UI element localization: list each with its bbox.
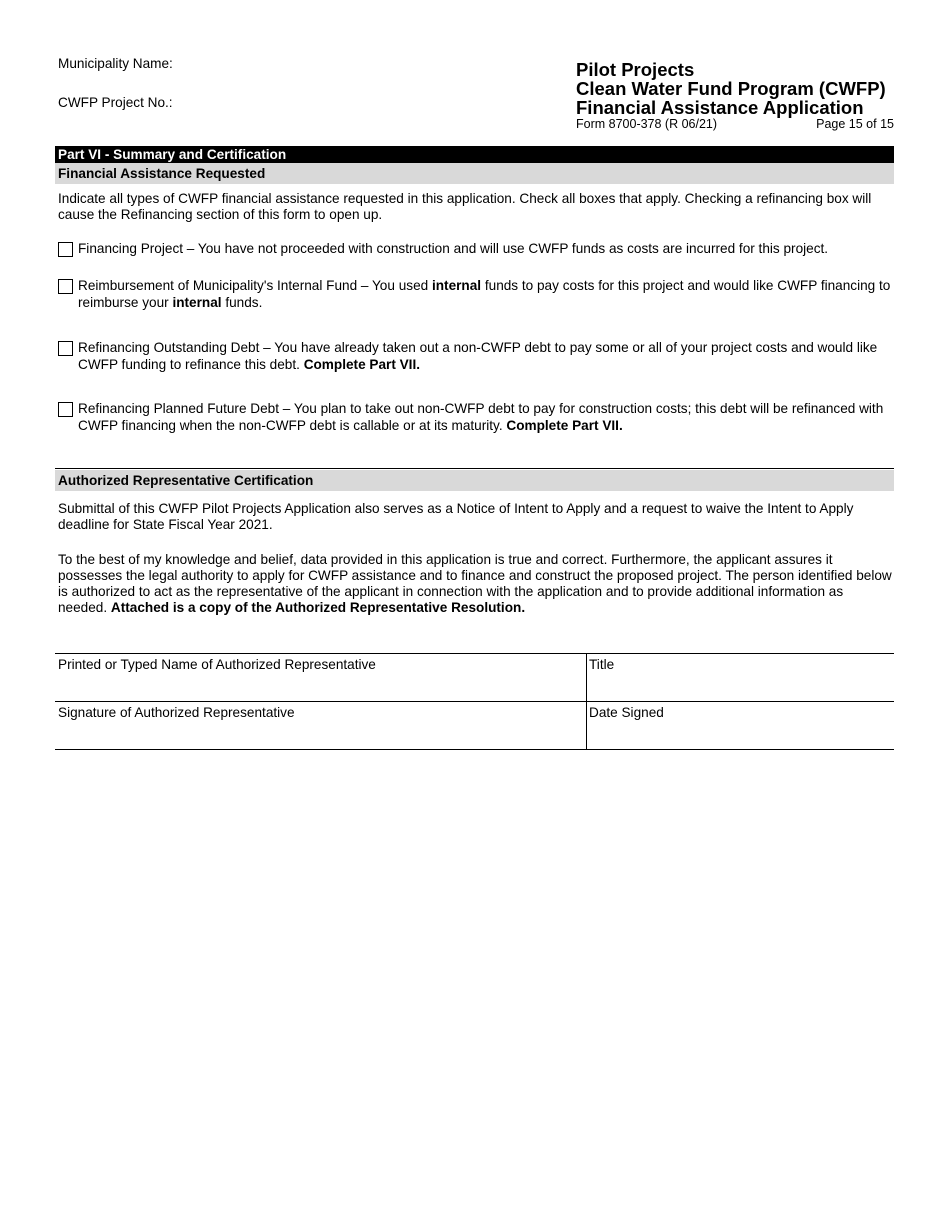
- option-text: Reimbursement of Municipality's Internal Fund – You used internal funds to pay costs for this project and would like CWFP financing to reimburse your internal funds.: [78, 278, 891, 310]
- municipality-name-label: Municipality Name:: [58, 56, 173, 71]
- section-divider: [55, 468, 894, 469]
- representative-name-field[interactable]: [55, 654, 587, 702]
- table-row: [55, 702, 894, 750]
- certification-paragraph-1: Submittal of this CWFP Pilot Projects Application also serves as a Notice of Intent to Apply and a request to waive the Intent to Apply deadline for State Fiscal Year 2021.: [58, 501, 854, 532]
- option-text: Refinancing Outstanding Debt – You have already taken out a non-CWFP debt to pay some or all of your project costs and would like CWFP funding to refinance this debt. Complete Part VII.: [78, 340, 878, 372]
- financial-assistance-instructions: Indicate all types of CWFP financial assistance requested in this application. Check all boxes that apply. Checking a refinancing box will cause the Refinancing section of this form to open up.: [58, 191, 872, 222]
- reimbursement-checkbox[interactable]: [58, 279, 73, 294]
- cwfp-project-no-label: CWFP Project No.:: [58, 95, 173, 110]
- financial-assistance-heading: Financial Assistance Requested: [55, 163, 894, 184]
- option-text: Financing Project – You have not proceeded with construction and will use CWFP funds as costs are incurred for this project.: [78, 241, 829, 256]
- option-text: Refinancing Planned Future Debt – You plan to take out non-CWFP debt to pay for construction costs; this debt will be refinanced with CWFP financing when the non-CWFP debt is callable or at its maturity. Complete Part VII.: [78, 401, 884, 433]
- title-program: Clean Water Fund Program (CWFP): [576, 78, 886, 99]
- form-number: Form 8700-378 (R 06/21): [576, 117, 718, 131]
- title-label: Title: [589, 657, 615, 672]
- page-number: Page 15 of 15: [816, 117, 894, 131]
- financing-project-checkbox[interactable]: [58, 242, 73, 257]
- table-row: [55, 654, 894, 702]
- signature-table: [55, 653, 894, 750]
- representative-name-label: Printed or Typed Name of Authorized Representative: [58, 657, 376, 672]
- certification-paragraph-2: To the best of my knowledge and belief, data provided in this application is true and correct. Furthermore, the applicant assures it possesses the legal authority to apply for CWFP assistance and to finance and construct the proposed project. The person identified below is authorized to act as the representative of the applicant in connection with the application and to provide additional information as needed. Attached is a copy of the Authorized Representative Resolution.: [58, 552, 892, 615]
- option-reimbursement: [58, 277, 894, 311]
- title-application: Financial Assistance Application: [576, 97, 864, 118]
- signature-field[interactable]: [55, 702, 587, 750]
- option-refinancing-outstanding-debt: [58, 339, 894, 373]
- date-signed-label: Date Signed: [589, 705, 664, 720]
- signature-label: Signature of Authorized Representative: [58, 705, 295, 720]
- certification-heading: Authorized Representative Certification: [55, 470, 894, 491]
- refinancing-planned-future-debt-checkbox[interactable]: [58, 402, 73, 417]
- option-financing-project: [58, 240, 894, 257]
- form-header: [576, 60, 894, 133]
- part-vi-title: Part VI - Summary and Certification: [55, 146, 894, 163]
- form-meta: [576, 117, 894, 133]
- title-field[interactable]: [587, 654, 895, 702]
- option-refinancing-planned-future-debt: [58, 400, 894, 434]
- refinancing-outstanding-debt-checkbox[interactable]: [58, 341, 73, 356]
- title-pilot-projects: Pilot Projects: [576, 59, 695, 80]
- date-signed-field[interactable]: [587, 702, 895, 750]
